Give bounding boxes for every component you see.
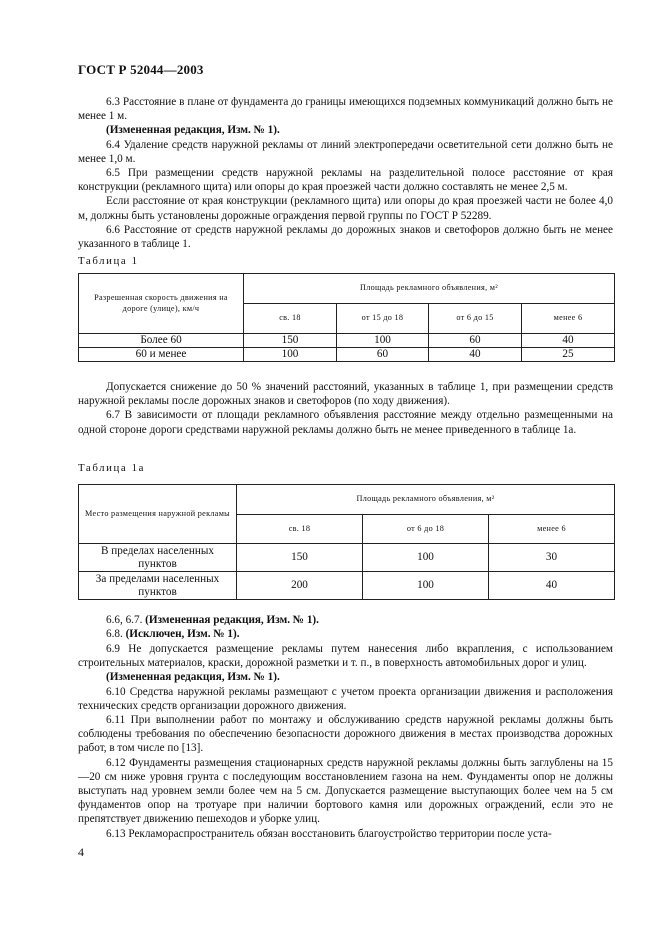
table-1a-cell: 150 [237, 544, 363, 572]
paragraph: 6.6 Расстояние от средств наружной рекламы до дорожных знаков и светофоров должно быть не менее указанного в таблице 1. [78, 223, 613, 251]
table-1a-cell: 200 [237, 572, 363, 600]
document-header: ГОСТ Р 52044—2003 [78, 62, 204, 77]
table-row [79, 544, 615, 572]
table-1-cell: 150 [244, 334, 337, 348]
table-1-row-label: 60 и менее [79, 348, 244, 362]
table-1-cell: 100 [337, 334, 429, 348]
paragraph: 6.13 Рекламораспространитель обязан восстановить благоустройство территории после уста- [106, 827, 552, 840]
table-1-cell: 40 [429, 348, 522, 362]
table-1-row-label: Более 60 [79, 334, 244, 348]
paragraph: 6.11 При выполнении работ по монтажу и обслуживанию средств наружной рекламы должны быть соблюдены требования по обеспечению безопасности дорожного движения в местах производства дорожных работ, в том числе по [13]. [78, 714, 613, 755]
table-1a-caption: Таблица 1а [78, 462, 145, 474]
paragraph: 6.9 Не допускается размещение рекламы путем нанесения либо вкрапления, с использованием строительных материалов, краски, дорожной разметки и т. п., в поверхность автомобильных дорог и улиц. [78, 643, 613, 670]
table-1a-row-label: За пределами населенных пунктов [79, 572, 237, 600]
table-1a-cell: 100 [363, 544, 489, 572]
paragraph: (Измененная редакция, Изм. № 1). [106, 671, 280, 684]
table-1-caption: Таблица 1 [78, 255, 139, 267]
revision-note: 6.8. (Исключен, Изм. № 1). [106, 628, 240, 641]
table-1a-subheader: св. 18 [237, 515, 363, 544]
paragraph: (Измененная редакция, Изм. № 1). [106, 124, 280, 137]
paragraph: Допускается снижение до 50 % значений расстояний, указанных в таблице 1, при размещении средств наружной рекламы после дорожных знаков и светофоров (по ходу движения). [78, 381, 613, 408]
table-1-cell: 25 [522, 348, 615, 362]
table-row [79, 334, 615, 348]
table-1-subheader: менее 6 [522, 304, 615, 334]
table-1-subheader: св. 18 [244, 304, 337, 334]
table-1a-header-place: Место размещения наружной рекламы [79, 485, 237, 544]
text-block-revisions [78, 613, 613, 641]
table-1a-subheader: от 6 до 18 [363, 515, 489, 544]
paragraph: 6.10 Средства наружной рекламы размещают с учетом проекта организации движения и расположения технических средств организации дорожного движения. [78, 685, 613, 712]
paragraph: 6.3 Расстояние в плане от фундамента до границы имеющихся подземных коммуникаций должно быть не менее 1 м. [78, 96, 613, 123]
table-1a [78, 484, 615, 600]
page-number: 4 [78, 845, 84, 859]
text-block-allowance-6-7 [78, 380, 613, 437]
table-1a-subheader: менее 6 [489, 515, 615, 544]
paragraph: 6.4 Удаление средств наружной рекламы от линий электропередачи осветительной сети должно быть не менее 1,0 м. [78, 138, 613, 165]
table-1a-row-label: В пределах населенных пунктов [79, 544, 237, 572]
table-1a-header-area: Площадь рекламного объявления, м² [237, 485, 615, 515]
paragraph: Если расстояние от края конструкции (рекламного щита) или опоры до края проезжей части не более 4,0 м, должны быть установлены дорожные ограждения первой группы по ГОСТ Р 52289. [78, 195, 613, 222]
paragraph: 6.5 При размещении средств наружной рекламы на разделительной полосе расстояние от края конструкции (рекламного щита) или опоры до края проезжей части должно составлять не менее 2,5 м. [78, 167, 613, 194]
table-1-header-speed: Разрешенная скорость движения на дороге (улице), км/ч [79, 274, 244, 334]
table-1 [78, 273, 615, 362]
table-row [79, 348, 615, 362]
paragraph: 6.12 Фундаменты размещения стационарных средств наружной рекламы должны быть заглублены на 15—20 см ниже уровня грунта с последующим восстановлением газона на нем. Фундаменты опор не должны выступать над уровнем земли более чем на 5 см. Допускается размещение выступающих более чем на 5 см фундаментов опор на тротуаре при наличии бортового камня или дорожных ограждений, если это не препятствует движению пешеходов и уборке улиц. [78, 756, 613, 826]
table-1-cell: 60 [429, 334, 522, 348]
revision-note: 6.6, 6.7. (Измененная редакция, Изм. № 1). [106, 614, 319, 626]
table-1-cell: 60 [337, 348, 429, 362]
table-row [79, 572, 615, 600]
table-1-cell: 40 [522, 334, 615, 348]
paragraph: 6.7 В зависимости от площади рекламного объявления расстояние между отдельно размещенными на одной стороне дороги средствами наружной рекламы должно быть не менее приведенного в таблице 1а. [78, 409, 613, 436]
text-block-sections-6-3-6-6 [78, 95, 613, 251]
table-1-header-area: Площадь рекламного объявления, м² [244, 274, 615, 304]
table-1a-cell: 30 [489, 544, 615, 572]
table-1a-cell: 40 [489, 572, 615, 600]
table-1-subheader: от 6 до 15 [429, 304, 522, 334]
table-1-subheader: от 15 до 18 [337, 304, 429, 334]
text-block-sections-6-9-6-13 [78, 642, 613, 841]
table-1-cell: 100 [244, 348, 337, 362]
table-1a-cell: 100 [363, 572, 489, 600]
